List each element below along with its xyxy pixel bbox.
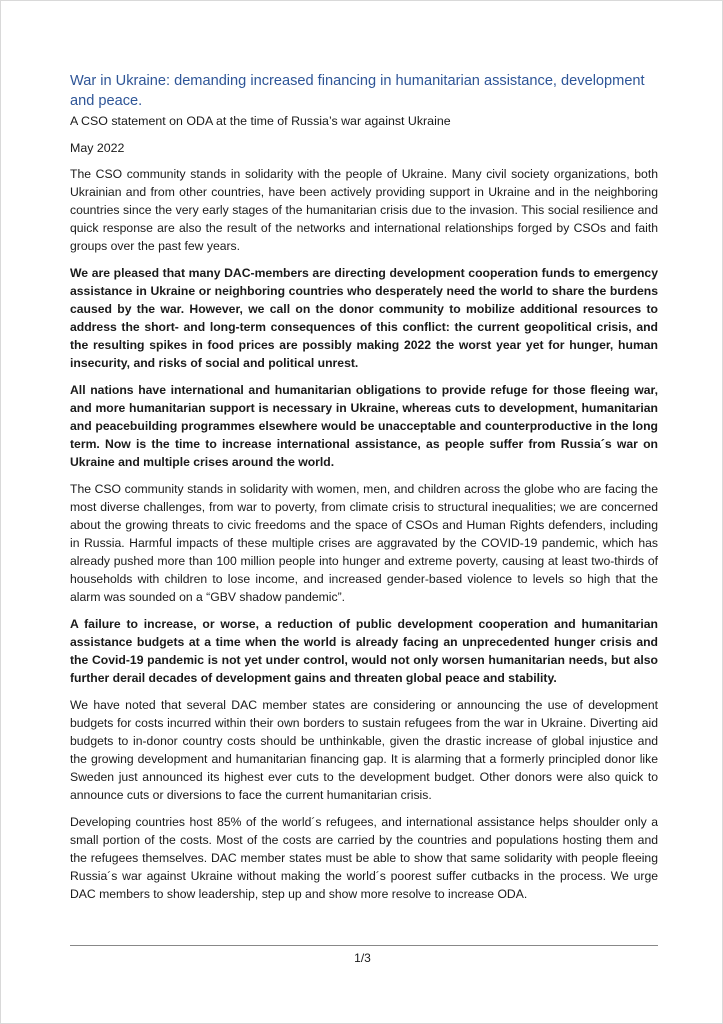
paragraph-obligations: All nations have international and humanitarian obligations to provide refuge for those fleeing war, and more humanitarian support is necessary in Ukraine, whereas cuts to development, humanitarian and peacebuilding programmes elsewhere would be unacceptable and counterproductive in the long term. Now is the time to increase international assistance, as people suffer from Russia´s war on Ukraine and multiple crises around the world. — [70, 383, 658, 469]
page-number: 1/3 — [354, 951, 371, 965]
document-body — [70, 71, 658, 912]
paragraph-dac-funds-call: We are pleased that many DAC-members are directing development cooperation funds to emergency assistance in Ukraine or neighboring countries who desperately need the world to share the burdens caused by the war. However, we call on the donor community to mobilize additional resources to address the short- and long-term consequences of this conflict: the current geopolitical crisis, and the resulting spikes in food prices are possibly making 2022 the worst year yet for hunger, human insecurity, and risks of social and political unrest. — [70, 266, 658, 370]
paragraph-solidarity-ukraine: The CSO community stands in solidarity with the people of Ukraine. Many civil society organizations, both Ukrainian and from other countries, have been actively providing support in Ukraine and in the neighboring countries since the very early stages of the humanitarian crisis due to the invasion. This social resilience and quick response are also the result of the networks and international relationships forged by CSOs and faith groups over the past few years. — [70, 167, 658, 253]
paragraph-refugee-hosting: Developing countries host 85% of the world´s refugees, and international assistance helps shoulder only a small portion of the costs. Most of the costs are carried by the countries and populations hosting them and the refugees themselves. DAC member states must be able to show that same solidarity with people fleeing Russia´s war against Ukraine without making the world´s poorest suffer cutbacks in the process. We urge DAC members to show leadership, step up and show more resolve to increase ODA. — [70, 815, 658, 901]
paragraph-budget-failure: A failure to increase, or worse, a reduction of public development cooperation and humanitarian assistance budgets at a time when the world is already facing an unprecedented hunger crisis and the Covid-19 pandemic is not yet under control, would not only worsen humanitarian needs, but also further derail decades of development gains and threaten global peace and stability. — [70, 617, 658, 685]
document-date: May 2022 — [70, 141, 125, 155]
paragraph-global-solidarity: The CSO community stands in solidarity with women, men, and children across the globe who are facing the most diverse challenges, from war to poverty, from climate crisis to structural inequalities; we are concerned about the growing threats to civic freedoms and the space of CSOs and Human Rights defenders, including in Russia. Harmful impacts of these multiple crises are aggravated by the COVID-19 pandemic, which has already pushed more than 100 million people into hunger and extreme poverty, causing at least two-thirds of households with children to lose income, and increased gender-based violence to levels so high that the alarm was sounded on a “GBV shadow pandemic”. — [70, 482, 658, 604]
document-subtitle: A CSO statement on ODA at the time of Russia’s war against Ukraine — [70, 114, 451, 128]
document-title: War in Ukraine: demanding increased financing in humanitarian assistance, development and peace. — [70, 73, 645, 109]
footer-divider — [70, 945, 658, 946]
paragraph-in-donor-costs: We have noted that several DAC member states are considering or announcing the use of development budgets for costs incurred within their own borders to sustain refugees from the war in Ukraine. Diverting aid budgets to in-donor country costs should be unthinkable, given the drastic increase of global injustice and the growing development and humanitarian financing gap. It is alarming that a formerly principled donor like Sweden just announced its highest ever cuts to the development budget. Other donors were also quick to announce cuts or diversions to face the current humanitarian crisis. — [70, 698, 658, 802]
